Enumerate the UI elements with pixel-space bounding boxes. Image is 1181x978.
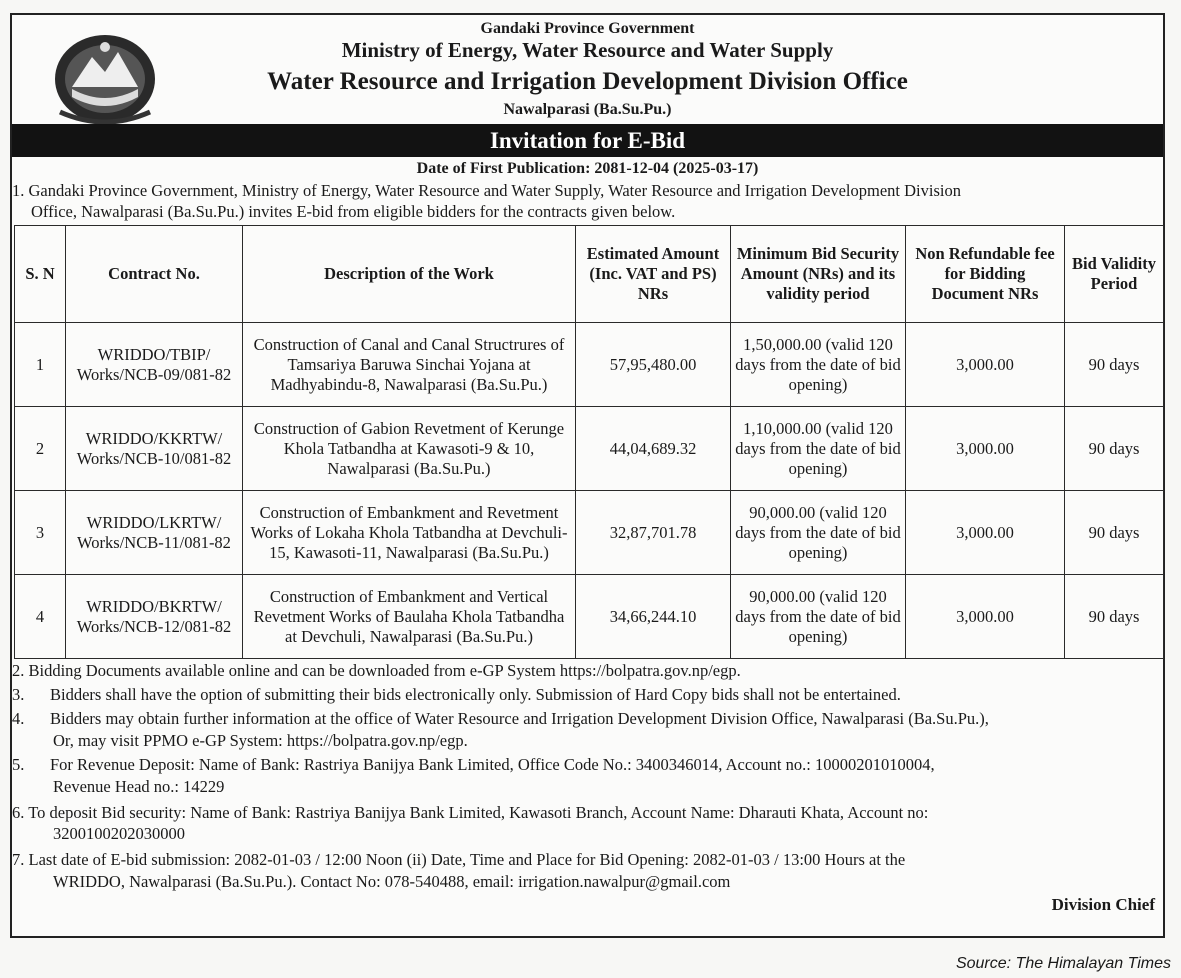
cell-validity: 90 days <box>1065 575 1164 659</box>
cell-fee: 3,000.00 <box>906 491 1065 575</box>
cell-security: 1,50,000.00 (valid 120 days from the date of bid opening) <box>731 323 906 407</box>
cell-security: 90,000.00 (valid 120 days from the date of bid opening) <box>731 575 906 659</box>
note-5-number: 5. <box>12 755 25 774</box>
header-description: Description of the Work <box>243 226 576 323</box>
cell-contract: WRIDDO/KKRTW/ Works/NCB-10/081-82 <box>66 407 243 491</box>
cell-fee: 3,000.00 <box>906 575 1065 659</box>
cell-contract: WRIDDO/TBIP/ Works/NCB-09/081-82 <box>66 323 243 407</box>
ministry-name: Ministry of Energy, Water Resource and Water Supply <box>341 38 834 62</box>
office-name: Water Resource and Irrigation Development Division Office <box>267 68 908 95</box>
cell-validity: 90 days <box>1065 491 1164 575</box>
cell-description: Construction of Embankment and Revetment Works of Lokaha Khola Tatbandha at Devchuli-15, Kawasoti-11, Nawalparasi (Ba.Su.Pu.) <box>243 491 576 575</box>
note-7-text-1: 7. Last date of E-bid submission: 2082-01-03 / 12:00 Noon (ii) Date, Time and Place for Bid Opening: 2082-01-03 / 13:00 Hours at the <box>12 850 906 869</box>
cell-estimated: 44,04,689.32 <box>576 407 731 491</box>
notice-box <box>10 13 1165 938</box>
intro-line-1: 1. Gandaki Province Government, Ministry of Energy, Water Resource and Water Supply, Water Resource and Irrigation Development Division <box>12 181 961 200</box>
note-5-text-1: For Revenue Deposit: Name of Bank: Rastriya Banijya Bank Limited, Office Code No.: 3400346014, Account no.: 10000201010004, <box>50 755 935 774</box>
office-location: Nawalparasi (Ba.Su.Pu.) <box>503 101 672 118</box>
cell-estimated: 32,87,701.78 <box>576 491 731 575</box>
note-3 <box>12 684 901 705</box>
note-7-text-2: WRIDDO, Nawalparasi (Ba.Su.Pu.). Contact No: 078-540488, email: irrigation.nawalpur@gmail.com <box>53 872 731 891</box>
cell-sn: 1 <box>15 323 66 407</box>
cell-validity: 90 days <box>1065 407 1164 491</box>
cell-description: Construction of Embankment and Vertical Revetment Works of Baulaha Khola Tatbandha at Devchuli, Nawalparasi (Ba.Su.Pu.) <box>243 575 576 659</box>
note-5-text-2: Revenue Head no.: 14229 <box>53 777 225 796</box>
cell-sn: 3 <box>15 491 66 575</box>
table-row <box>15 575 1164 659</box>
note-4-text-1: Bidders may obtain further information at the office of Water Resource and Irrigation Development Division Office, Nawalparasi (Ba.Su.Pu.), <box>50 709 989 728</box>
table-row <box>15 407 1164 491</box>
notice-title: Invitation for E-Bid <box>12 124 1163 157</box>
publication-date: Date of First Publication: 2081-12-04 (2025-03-17) <box>416 160 759 177</box>
cell-security: 90,000.00 (valid 120 days from the date of bid opening) <box>731 491 906 575</box>
cell-description: Construction of Gabion Revetment of Kerunge Khola Tatbandha at Kawasoti-9 & 10, Nawalparasi (Ba.Su.Pu.) <box>243 407 576 491</box>
table-header-row <box>15 226 1164 323</box>
bid-table <box>14 225 1164 659</box>
note-4-text-2: Or, may visit PPMO e-GP System: https://bolpatra.gov.np/egp. <box>53 731 468 750</box>
note-5 <box>12 754 935 775</box>
cell-sn: 4 <box>15 575 66 659</box>
cell-validity: 90 days <box>1065 323 1164 407</box>
cell-contract: WRIDDO/BKRTW/ Works/NCB-12/081-82 <box>66 575 243 659</box>
table-row <box>15 323 1164 407</box>
cell-fee: 3,000.00 <box>906 323 1065 407</box>
table-row <box>15 491 1164 575</box>
note-4 <box>12 708 989 729</box>
cell-description: Construction of Canal and Canal Structrures of Tamsariya Baruwa Sinchai Yojana at Madhyabindu-8, Nawalparasi (Ba.Su.Pu.) <box>243 323 576 407</box>
note-4-number: 4. <box>12 709 25 728</box>
note-2: 2. Bidding Documents available online and can be downloaded from e-GP System https://bolpatra.gov.np/egp. <box>12 661 741 680</box>
header-sn: S. N <box>15 226 66 323</box>
cell-estimated: 34,66,244.10 <box>576 575 731 659</box>
header-estimated: Estimated Amount (Inc. VAT and PS) NRs <box>576 226 731 323</box>
note-3-text: Bidders shall have the option of submitting their bids electronically only. Submission of Hard Copy bids shall not be entertained. <box>50 685 901 704</box>
source-credit: Source: The Himalayan Times <box>955 955 1171 972</box>
intro-line-2: Office, Nawalparasi (Ba.Su.Pu.) invites E-bid from eligible bidders for the contracts given below. <box>31 202 676 221</box>
cell-estimated: 57,95,480.00 <box>576 323 731 407</box>
note-3-number: 3. <box>12 685 25 704</box>
cell-fee: 3,000.00 <box>906 407 1065 491</box>
cell-security: 1,10,000.00 (valid 120 days from the date of bid opening) <box>731 407 906 491</box>
note-6-text-1: 6. To deposit Bid security: Name of Bank: Rastriya Banijya Bank Limited, Kawasoti Branch, Account Name: Dharauti Khata, Account no: <box>12 803 929 822</box>
note-6-text-2: 3200100202030000 <box>53 824 185 843</box>
cell-sn: 2 <box>15 407 66 491</box>
government-name: Gandaki Province Government <box>480 20 695 37</box>
cell-contract: WRIDDO/LKRTW/ Works/NCB-11/081-82 <box>66 491 243 575</box>
header-contract: Contract No. <box>66 226 243 323</box>
header-fee: Non Refundable fee for Bidding Document NRs <box>906 226 1065 323</box>
header-validity: Bid Validity Period <box>1065 226 1164 323</box>
header-security: Minimum Bid Security Amount (NRs) and its validity period <box>731 226 906 323</box>
signature: Division Chief <box>1051 895 1155 914</box>
